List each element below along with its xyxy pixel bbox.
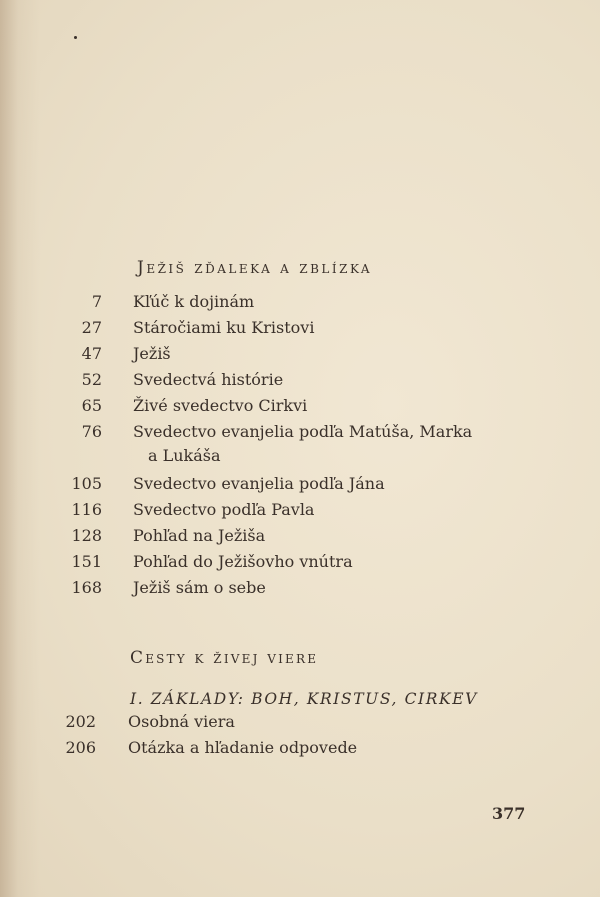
toc-entry: [0, 344, 600, 368]
toc-page-number: 116: [71, 500, 102, 519]
toc-page-number: 76: [81, 422, 102, 441]
toc-page-number: 128: [71, 526, 102, 545]
toc-entry-title: Stáročiami ku Kristovi: [133, 318, 315, 337]
subsection-title: I. ZÁKLADY: BOH, KRISTUS, CIRKEV: [130, 690, 478, 708]
toc-page-number: 52: [81, 370, 102, 389]
ink-speck: [74, 36, 77, 39]
section-title-text: Cesty k živej viere: [130, 648, 319, 668]
toc-entry-title: Kľúč k dojinám: [133, 292, 255, 311]
toc-entry-title: Živé svedectvo Cirkvi: [133, 396, 308, 415]
toc-entry: [0, 738, 600, 762]
toc-entry-title: Pohľad do Ježišovho vnútra: [133, 552, 353, 571]
toc-entry: [0, 552, 600, 576]
toc-entry-title: Ježiš sám o sebe: [133, 578, 266, 597]
toc-entry: [0, 712, 600, 736]
toc-page-number: 7: [91, 292, 102, 311]
section-title-text: Ježiš zďaleka a zblízka: [137, 258, 373, 278]
toc-entry: [0, 292, 600, 316]
toc-page-number: 47: [81, 344, 102, 363]
toc-entry-continuation: a Lukáša: [148, 446, 221, 465]
toc-entry-title: Svedectvá histórie: [133, 370, 284, 389]
toc-entry-title: Osobná viera: [128, 712, 235, 731]
toc-entry-title: Svedectvo evanjelia podľa Jána: [133, 474, 385, 493]
toc-entry-title: Svedectvo evanjelia podľa Matúša, Marka: [133, 422, 473, 441]
toc-entry: [0, 500, 600, 524]
toc-page-number: 105: [71, 474, 102, 493]
toc-page-number: 151: [71, 552, 102, 571]
toc-entry: [0, 474, 600, 498]
section-title: [137, 258, 372, 278]
page-number: 377: [492, 804, 526, 823]
toc-entry: [0, 370, 600, 394]
toc-page-number: 202: [65, 712, 96, 731]
toc-entry: [0, 578, 600, 602]
toc-entry-title: Otázka a hľadanie odpovede: [128, 738, 358, 757]
section-title: [130, 648, 318, 668]
toc-page-number: 168: [71, 578, 102, 597]
toc-page-number: 206: [65, 738, 96, 757]
toc-entry: [0, 396, 600, 420]
toc-entry-title: Svedectvo podľa Pavla: [133, 500, 315, 519]
toc-entry-title: Ježiš: [133, 344, 171, 363]
toc-entry: [0, 526, 600, 550]
toc-entry: [0, 422, 600, 465]
toc-entry-title: Pohľad na Ježiša: [133, 526, 266, 545]
toc-page-number: 65: [81, 396, 102, 415]
toc-page-number: 27: [81, 318, 102, 337]
toc-entry: [0, 318, 600, 342]
